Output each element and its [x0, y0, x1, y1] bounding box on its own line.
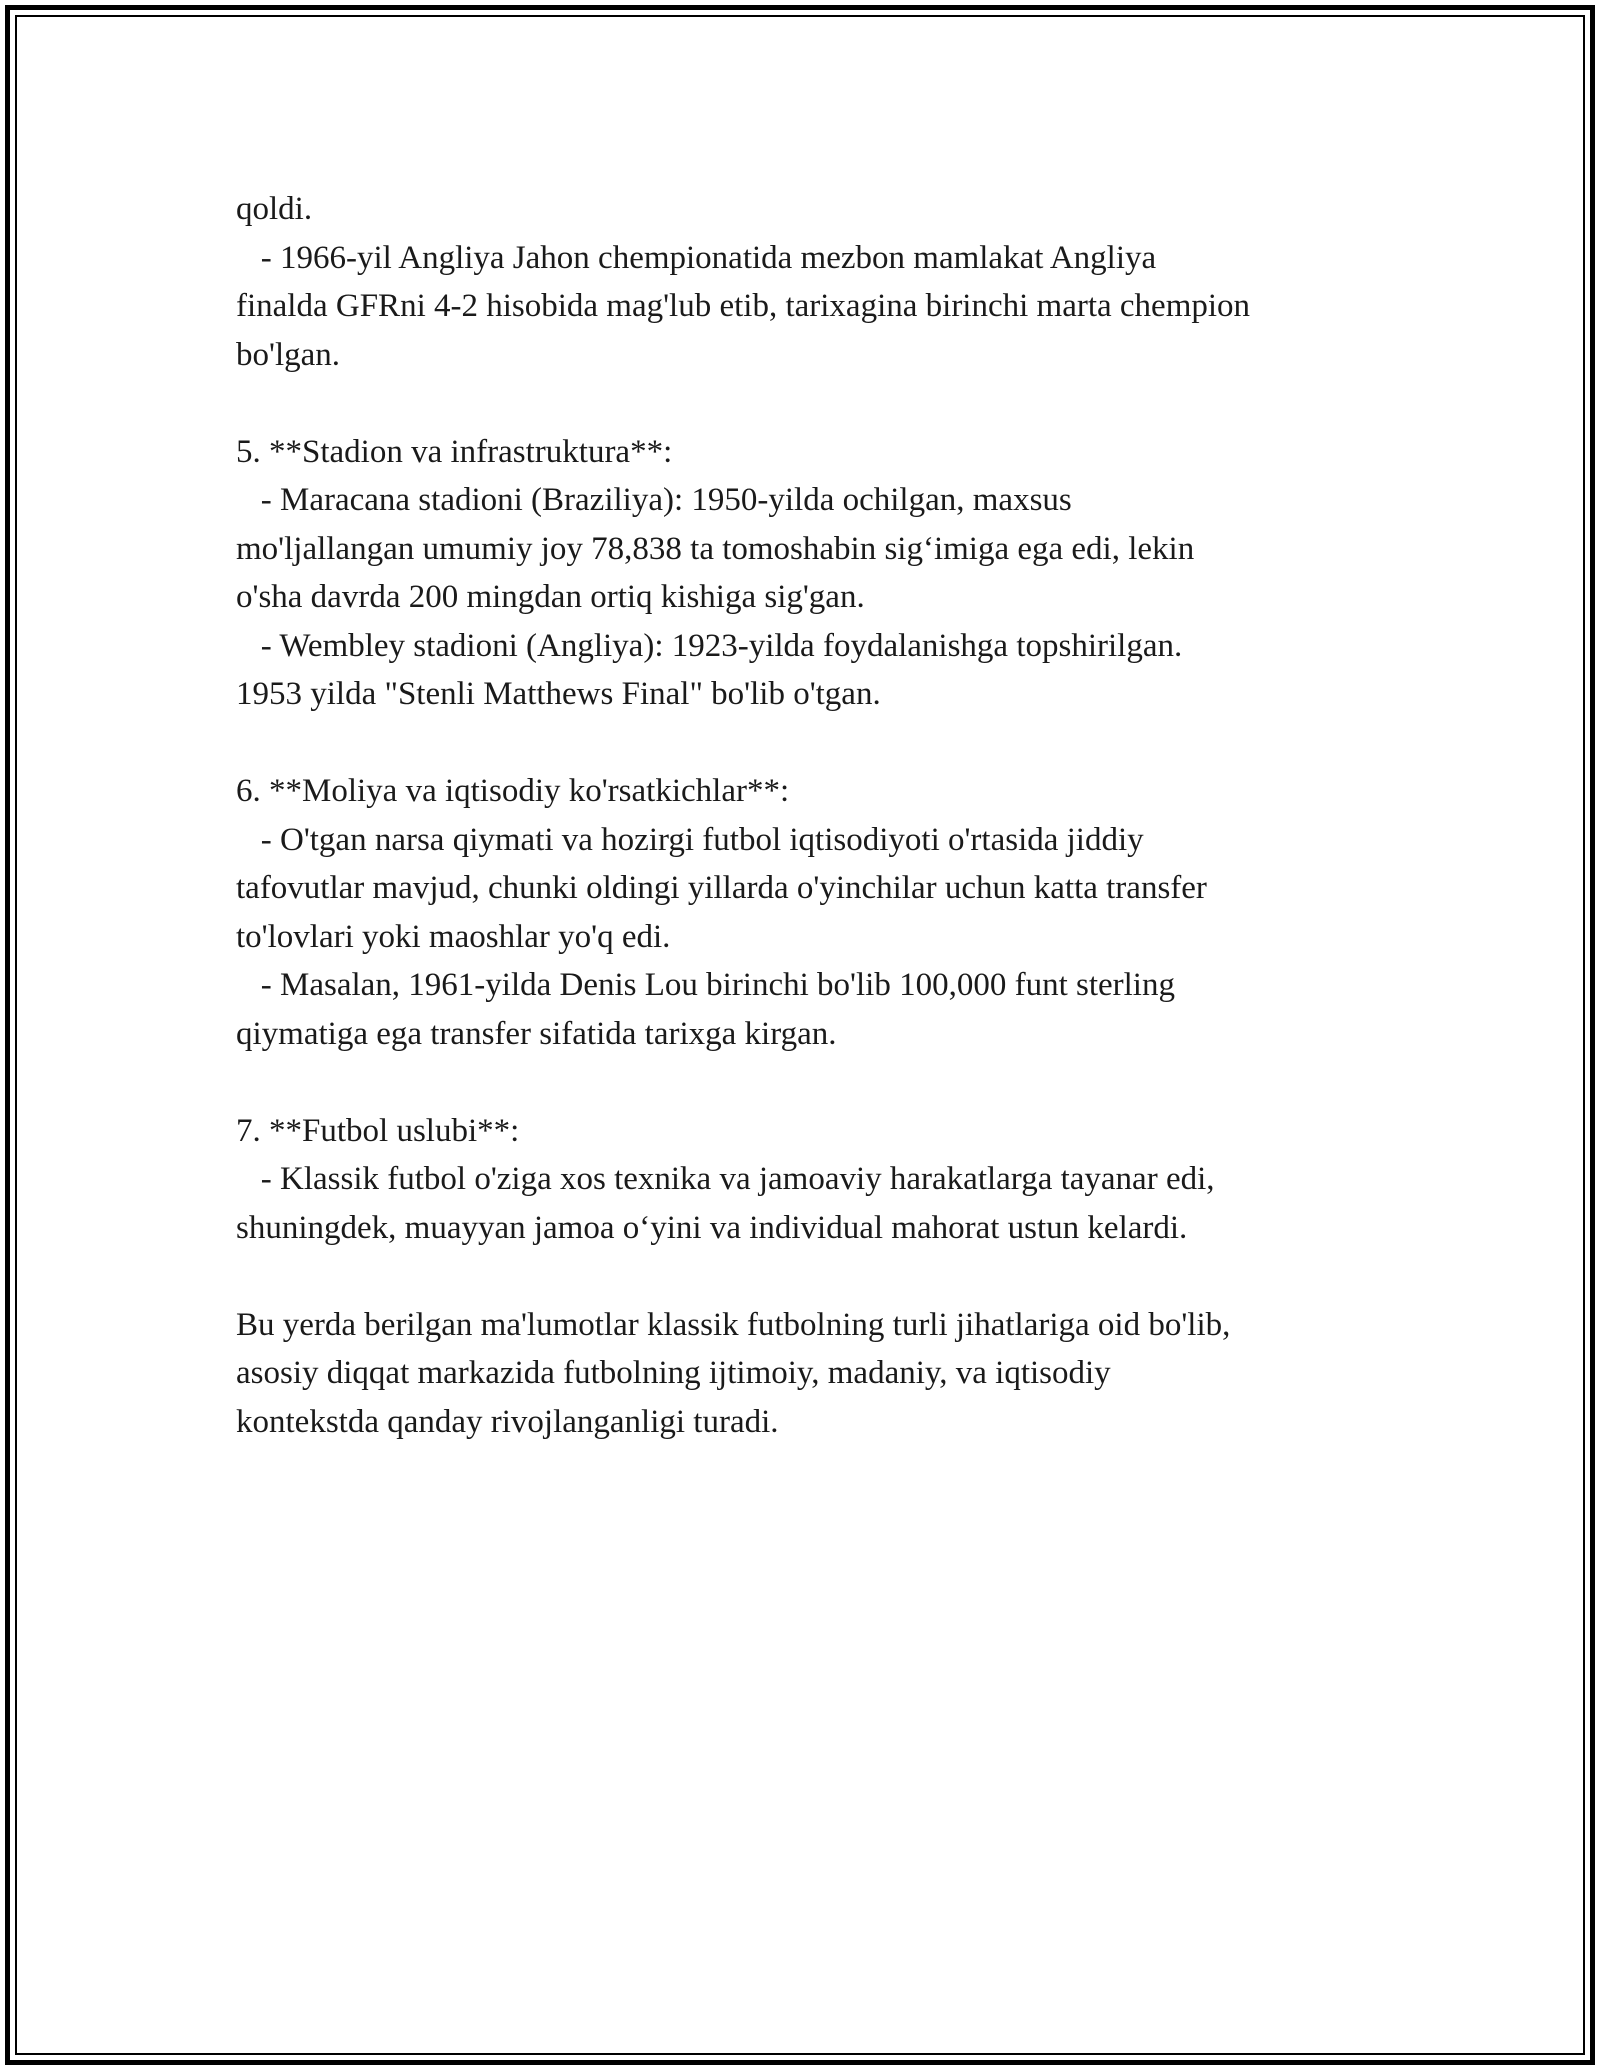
text-line: bo'lgan. [236, 336, 341, 373]
text-line: qoldi. [236, 191, 313, 227]
blank-line [236, 1058, 1416, 1107]
text-line: - Wembley stadioni (Angliya): 1923-yilda foydalanishga topshirilgan. [236, 627, 1183, 664]
text-line: qiymatiga ega transfer sifatida tarixga kirgan. [236, 1015, 837, 1052]
blank-line [236, 379, 1416, 428]
blank-line [236, 719, 1416, 768]
text-line: finalda GFRni 4-2 hisobida mag'lub etib, tarixagina birinchi marta chempion [236, 288, 1251, 324]
text-line: mo'ljallangan umumiy joy 78,838 ta tomoshabin sig‘imiga ega edi, lekin [236, 530, 1195, 567]
text-line: to'lovlari yoki maoshlar yo'q edi. [236, 918, 671, 955]
text-line: tafovutlar mavjud, chunki oldingi yillarda o'yinchilar uchun katta transfer [236, 870, 1207, 906]
text-line: 1953 yilda "Stenli Matthews Final" bo'lib o'tgan. [236, 676, 881, 712]
text-line: kontekstda qanday rivojlanganligi turadi. [236, 1403, 779, 1440]
text-line: - 1966-yil Angliya Jahon chempionatida mezbon mamlakat Angliya [236, 239, 1157, 276]
text-line: shuningdek, muayyan jamoa o‘yini va individual mahorat ustun kelardi. [236, 1209, 1188, 1246]
text-line: - Maracana stadioni (Braziliya): 1950-yilda ochilgan, maxsus [236, 482, 1072, 518]
text-line: - Klassik futbol o'ziga xos texnika va jamoaviy harakatlarga tayanar edi, [236, 1161, 1215, 1197]
text-line: - Masalan, 1961-yilda Denis Lou birinchi bo'lib 100,000 funt sterling [236, 967, 1175, 1003]
section-heading: 7. **Futbol uslubi**: [236, 1112, 520, 1149]
text-line: Bu yerda berilgan ma'lumotlar klassik futbolning turli jihatlariga oid bo'lib, [236, 1306, 1231, 1343]
document-body [236, 185, 1416, 1446]
text-line: asosiy diqqat markazida futbolning ijtimoiy, madaniy, va iqtisodiy [236, 1355, 1111, 1391]
text-line: o'sha davrda 200 mingdan ortiq kishiga sig'gan. [236, 579, 865, 615]
section-heading: 6. **Moliya va iqtisodiy ko'rsatkichlar**: [236, 773, 790, 809]
text-line: - O'tgan narsa qiymati va hozirgi futbol iqtisodiyoti o'rtasida jiddiy [236, 821, 1144, 858]
blank-line [236, 1252, 1416, 1301]
section-heading: 5. **Stadion va infrastruktura**: [236, 433, 673, 470]
